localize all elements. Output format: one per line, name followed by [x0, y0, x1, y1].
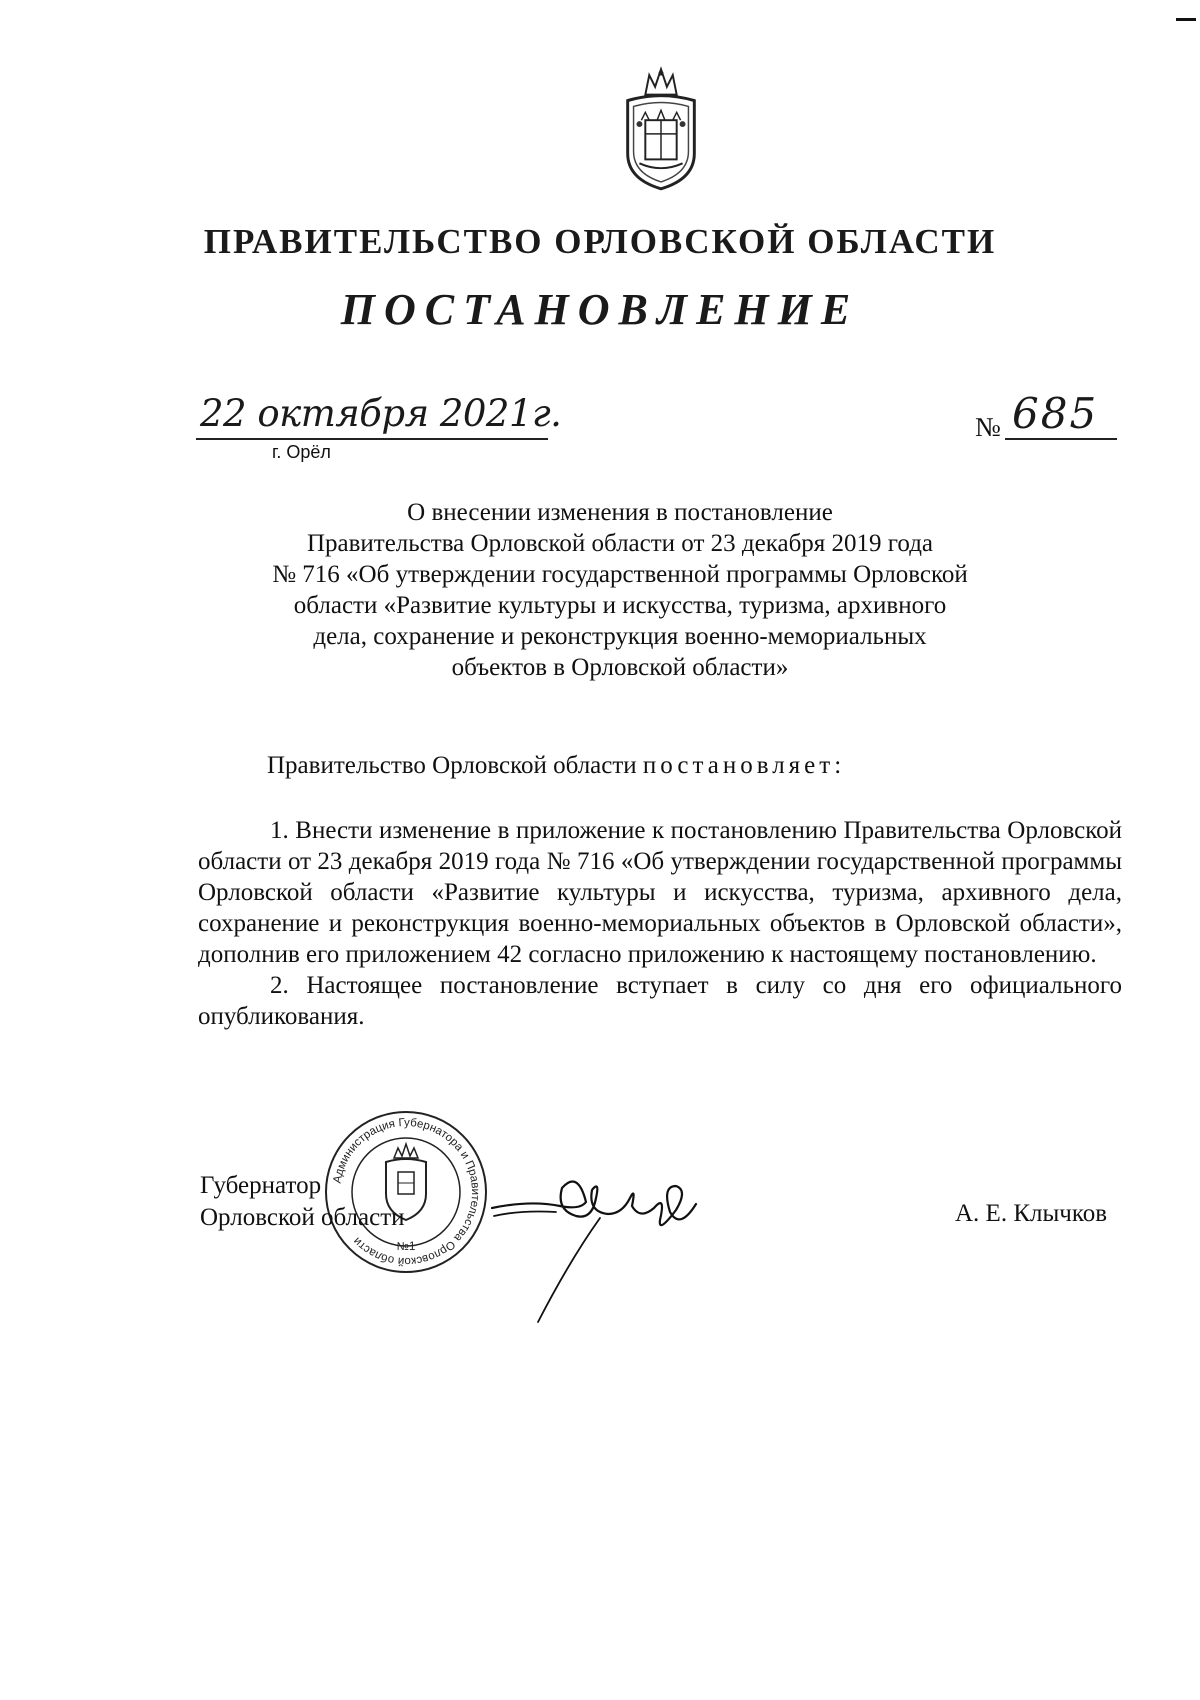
preamble-text: Правительство Орловской области: [267, 752, 637, 779]
document-type: ПОСТАНОВЛЕНИЕ: [340, 285, 860, 334]
subject-block: [230, 497, 1010, 683]
seal-ring-text: Администрация Губернатора и Правительства Орловской области: [331, 1116, 482, 1268]
seal-number: №1: [396, 1241, 416, 1253]
subject-line: № 716 «Об утверждении государственной программы Орловской: [272, 561, 968, 588]
handwritten-date: 22 октября 2021г.: [200, 392, 562, 435]
handwritten-number: 685: [1012, 389, 1099, 438]
date-underline: [196, 438, 548, 440]
subject-line: объектов в Орловской области»: [451, 654, 789, 681]
coat-of-arms-icon: [612, 64, 710, 194]
position-line: Орловской области: [200, 1204, 405, 1231]
handwritten-signature: [490, 1150, 720, 1328]
signatory-position: [200, 1170, 405, 1234]
preamble: [267, 752, 845, 780]
subject-line: Правительства Орловской области от 23 декабря 2019 года: [306, 530, 934, 557]
preamble-spaced-word: постановляет:: [642, 752, 846, 779]
number-underline: [1005, 438, 1117, 440]
paragraph-2: 2. Настоящее постановление вступает в силу со дня его официального опубликования.: [198, 972, 1122, 1030]
organization-title: ПРАВИТЕЛЬСТВО ОРЛОВСКОЙ ОБЛАСТИ: [203, 222, 997, 261]
city: г. Орёл: [272, 442, 331, 462]
paragraph-1: 1. Внести изменение в приложение к постановлению Правительства Орловской области от 23 декабря 2019 года № 716 «Об утверждении государственной программы Орловской области «Развитие культуры и искусства, туризма, архивного дела, сохранение и реконструкция военно-мемориальных объектов в Орловской области», дополнив его приложением 42 согласно приложению к настоящему постановлению.: [198, 817, 1122, 968]
signatory-name: А. Е. Клычков: [955, 1200, 1108, 1227]
number-sign: №: [975, 412, 1001, 442]
scan-mark: [1176, 18, 1196, 21]
subject-line: О внесении изменения в постановление: [407, 499, 833, 526]
subject-line: дела, сохранение и реконструкция военно-мемориальных: [313, 623, 927, 650]
subject-line: области «Развитие культуры и искусства, туризма, архивного: [293, 592, 947, 619]
position-line: Губернатор: [200, 1172, 322, 1199]
body-text: [198, 815, 1122, 1032]
